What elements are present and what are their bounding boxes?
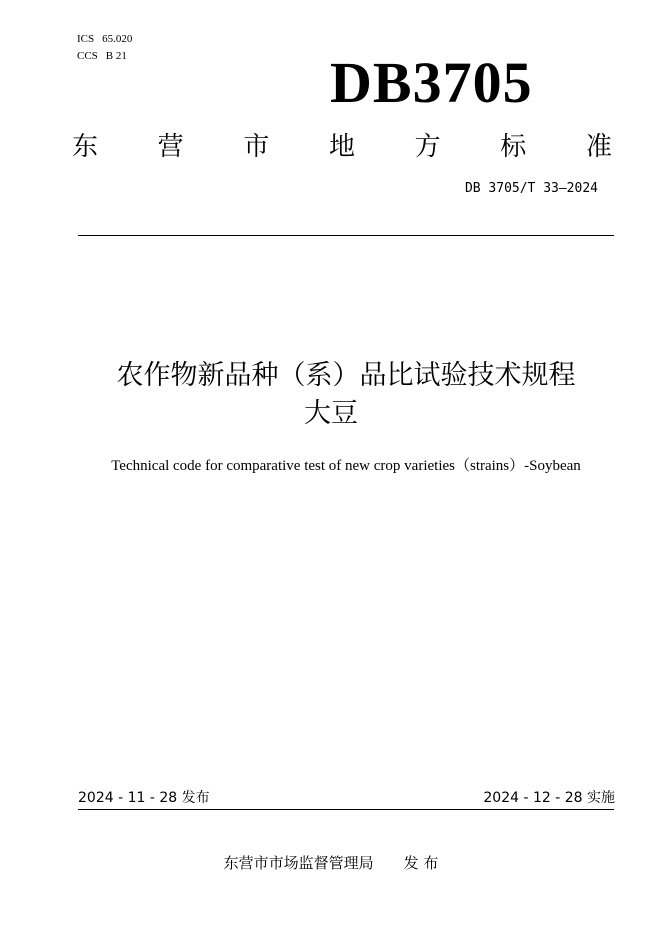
document-title: 农作物新品种（系）品比试验技术规程 <box>116 360 576 391</box>
ccs-line <box>77 48 127 64</box>
footer-divider <box>78 809 614 810</box>
standard-type-heading <box>72 126 612 162</box>
issuer-name: 东营市市场监督管理局 <box>223 854 374 872</box>
ccs-label: CCS <box>77 50 98 62</box>
standard-type-char: 方 <box>414 131 441 162</box>
standard-type-char: 营 <box>157 131 184 162</box>
standard-type-char: 地 <box>328 131 355 162</box>
english-title: Technical code for comparative test of new crop varieties（strains）-Soybean <box>111 458 581 474</box>
standard-logo: DB3705 <box>330 50 533 115</box>
ics-line <box>77 31 132 47</box>
issuer-line <box>0 853 662 873</box>
ics-label: ICS <box>77 33 95 45</box>
ics-value: 65.020 <box>102 33 133 45</box>
release-date: 2024 - 11 - 28 发布 <box>78 790 210 806</box>
header-divider <box>78 235 614 236</box>
standard-type-char: 标 <box>500 131 527 162</box>
ccs-value: B 21 <box>105 50 127 62</box>
issue-word: 发 布 <box>403 854 439 872</box>
effective-date: 2024 - 12 - 28 实施 <box>483 790 615 806</box>
document-subtitle: 大豆 <box>304 398 358 429</box>
standard-type-char: 准 <box>585 131 612 162</box>
standard-code: DB 3705/T 33—2024 <box>464 181 598 196</box>
standard-type-char: 市 <box>243 131 270 162</box>
standard-type-char: 东 <box>72 131 99 162</box>
